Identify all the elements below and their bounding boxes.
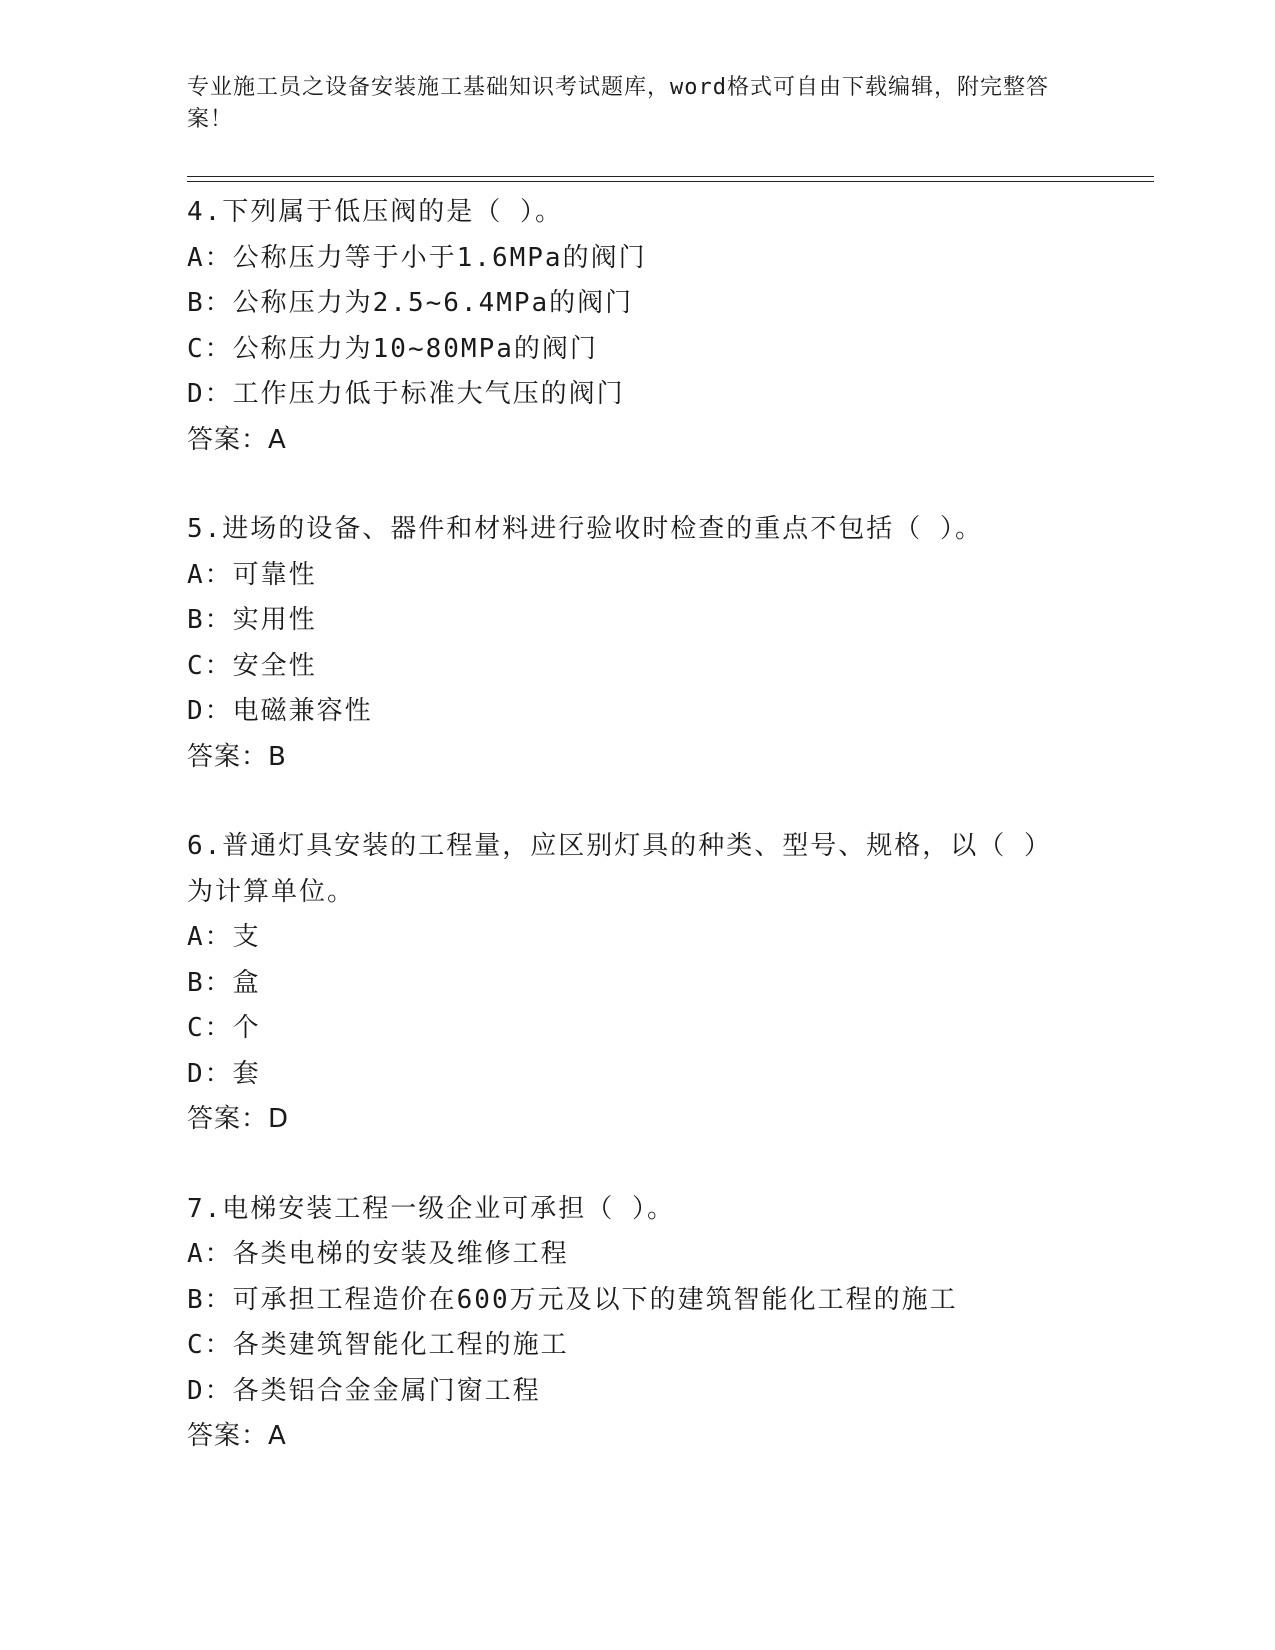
option-d: D：电磁兼容性 — [187, 696, 373, 726]
question-stem: 5.进场的设备、器件和材料进行验收时检查的重点不包括（ ）。 — [187, 514, 983, 544]
option-a: A：可靠性 — [187, 559, 317, 590]
answer-line — [187, 1097, 1087, 1143]
answer-label: 答案： — [187, 1421, 269, 1451]
question-stem: 6.普通灯具安装的工程量，应区别灯具的种类、型号、规格，以（ ）为计算单位。 — [187, 831, 1052, 907]
answer-label: 答案： — [187, 424, 269, 455]
option-c: C：各类建筑智能化工程的施工 — [187, 1330, 569, 1360]
answer-value: A — [268, 424, 287, 455]
question-5 — [187, 507, 1087, 780]
option-d: D：套 — [187, 1058, 261, 1089]
option-c: C：安全性 — [187, 650, 317, 681]
answer-label: 答案： — [187, 741, 269, 772]
option-b: B：实用性 — [187, 605, 317, 635]
option-a: A：各类电梯的安装及维修工程 — [187, 1239, 569, 1269]
answer-value: D — [268, 1104, 290, 1134]
option-a: A：公称压力等于小于1.6MPa的阀门 — [187, 242, 647, 273]
option-b: B：公称压力为2.5~6.4MPa的阀门 — [187, 288, 634, 318]
document-header — [187, 72, 1067, 136]
question-4 — [187, 190, 1087, 463]
answer-line — [187, 1414, 1087, 1460]
question-stem: 7.电梯安装工程一级企业可承担（ ）。 — [187, 1193, 675, 1224]
question-stem: 4.下列属于低压阀的是（ ）。 — [187, 197, 563, 227]
option-c: C：公称压力为10~80MPa的阀门 — [187, 333, 598, 364]
option-b: B：可承担工程造价在600万元及以下的建筑智能化工程的施工 — [187, 1284, 958, 1315]
header-divider-top — [187, 176, 1154, 177]
document-title: 专业施工员之设备安装施工基础知识考试题库，word格式可自由下载编辑，附完整答案！ — [187, 75, 1049, 132]
answer-value: B — [268, 741, 287, 772]
answer-line — [187, 735, 1087, 781]
answer-label: 答案： — [187, 1104, 269, 1134]
option-b: B：盒 — [187, 967, 261, 998]
question-7 — [187, 1187, 1087, 1460]
option-d: D：工作压力低于标准大气压的阀门 — [187, 379, 625, 409]
question-6 — [187, 824, 1087, 1143]
answer-line — [187, 418, 1087, 464]
option-d: D：各类铝合金金属门窗工程 — [187, 1375, 541, 1406]
answer-value: A — [268, 1421, 287, 1451]
option-a: A：支 — [187, 922, 261, 952]
option-c: C：个 — [187, 1013, 261, 1043]
question-list — [187, 190, 1087, 1460]
header-divider-bottom — [187, 181, 1154, 182]
